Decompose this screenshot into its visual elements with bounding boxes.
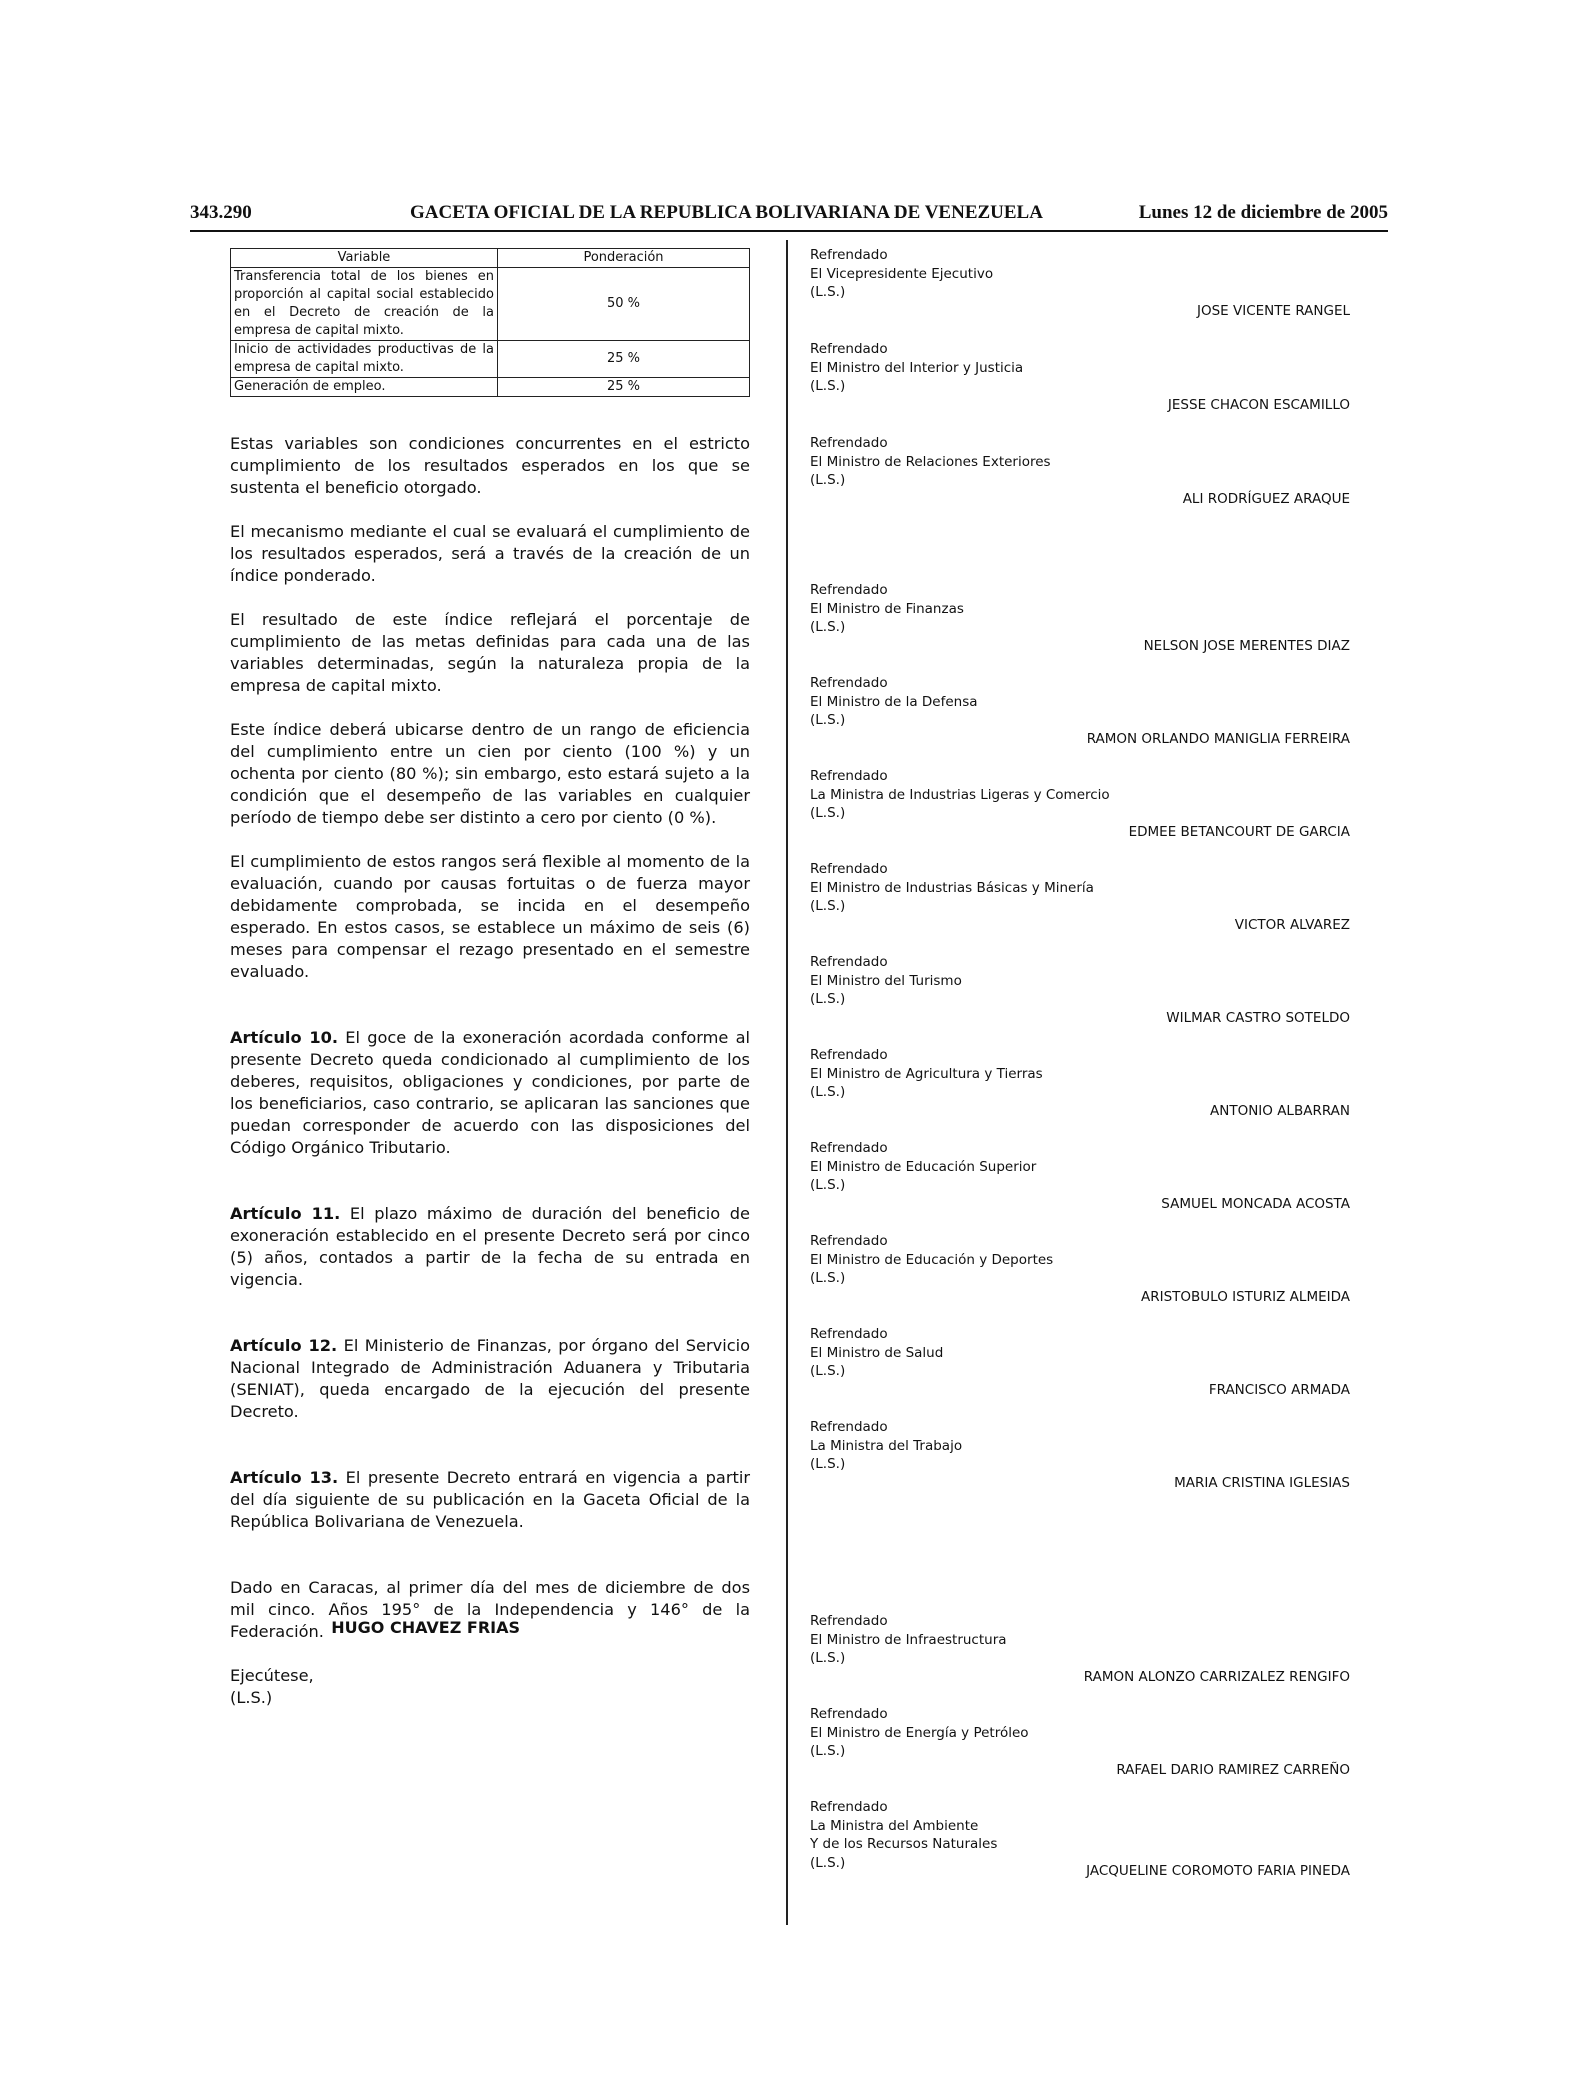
variable-cell: Transferencia total de los bienes en proporción al capital social establecido en el Decreto de creación de la empresa de capital mixto. [231, 268, 498, 341]
refrendo-block [810, 340, 1350, 414]
minister-name: JESSE CHACON ESCAMILLO [1167, 396, 1350, 413]
refrendo-seal: (L.S.) [810, 805, 846, 821]
refrendo-label: Refrendado [810, 1047, 888, 1063]
minister-name: RAFAEL DARIO RAMIREZ CARREÑO [1116, 1761, 1350, 1778]
refrendo-seal: (L.S.) [810, 284, 846, 300]
minister-name: FRANCISCO ARMADA [1208, 1381, 1350, 1398]
refrendo-office: La Ministra del Ambiente [810, 1817, 979, 1834]
refrendo-office: La Ministra del Trabajo [810, 1437, 963, 1454]
refrendo-block [810, 674, 1350, 748]
refrendo-seal: (L.S.) [810, 1084, 846, 1100]
minister-name: JACQUELINE COROMOTO FARIA PINEDA [1086, 1863, 1350, 1879]
publication-date: Lunes 12 de diciembre de 2005 [1138, 202, 1388, 223]
refrendo-label: Refrendado [810, 768, 888, 784]
weighting-table [230, 248, 750, 397]
refrendo-seal: (L.S.) [810, 472, 846, 488]
table-row [231, 341, 750, 378]
refrendo-seal: (L.S.) [810, 712, 846, 728]
refrendo-label: Refrendado [810, 1613, 888, 1629]
article-text: El goce de la exoneración acordada conforme al presente Decreto queda condicionado al cumplimiento de los deberes, requisitos, obligaciones y condiciones, por parte de los beneficiarios, caso contrario, se aplicaran las sanciones que puedan corresponder de acuerdo con las disposiciones del Código Orgánico Tributario. [230, 1028, 750, 1157]
refrendo-office-line2: Y de los Recursos Naturales [810, 1836, 998, 1852]
minister-name: ANTONIO ALBARRAN [1209, 1102, 1350, 1119]
refrendo-seal: (L.S.) [810, 991, 846, 1007]
refrendo-seal: (L.S.) [810, 378, 846, 394]
refrendo-block [810, 1232, 1350, 1306]
refrendo-block [810, 953, 1350, 1027]
refrendo-seal: (L.S.) [810, 1650, 846, 1666]
refrendo-office: El Ministro del Interior y Justicia [810, 359, 1024, 376]
seal-label: (L.S.) [230, 1688, 273, 1707]
refrendo-office: El Ministro de Relaciones Exteriores [810, 453, 1051, 470]
refrendo-office: La Ministra de Industrias Ligeras y Comercio [810, 786, 1110, 803]
page-number: 343.290 [190, 202, 252, 223]
article-11 [230, 1203, 750, 1291]
refrendo-label: Refrendado [810, 1233, 888, 1249]
article-12 [230, 1335, 750, 1423]
refrendo-block [810, 1139, 1350, 1213]
table-header-row [231, 249, 750, 268]
article-text: El presente Decreto entrará en vigencia a partir del día siguiente de su publicación en la Gaceta Oficial de la República Bolivariana de Venezuela. [230, 1468, 750, 1531]
page-header [190, 200, 1388, 232]
refrendo-office: El Ministro de Educación Superior [810, 1158, 1037, 1175]
table-row [231, 378, 750, 397]
paragraph: El cumplimiento de estos rangos será flexible al momento de la evaluación, cuando por causas fortuitas o de fuerza mayor debidamente comprobada, se incida en el desempeño esperado. En estos casos, se establece un máximo de seis (6) meses para compensar el rezago presentado en el semestre evaluado. [230, 852, 750, 981]
article-title: Artículo 13. [230, 1468, 339, 1487]
minister-name: SAMUEL MONCADA ACOSTA [1161, 1195, 1350, 1212]
refrendo-label: Refrendado [810, 1140, 888, 1156]
minister-name: VICTOR ALVAREZ [1234, 916, 1350, 933]
refrendo-office: El Ministro de Industrias Básicas y Minería [810, 879, 1094, 896]
ejecutese-label: Ejecútese, [230, 1666, 314, 1685]
refrendo-block [810, 1418, 1350, 1492]
president-signature-name: HUGO CHAVEZ FRIAS [331, 1618, 520, 1637]
refrendo-seal: (L.S.) [810, 1854, 846, 1871]
refrendo-block [810, 1325, 1350, 1399]
left-column [230, 248, 750, 1709]
minister-name: MARIA CRISTINA IGLESIAS [1174, 1474, 1350, 1491]
refrendo-office: El Ministro de Finanzas [810, 600, 964, 617]
column-header-weight: Ponderación [498, 249, 750, 268]
refrendo-seal: (L.S.) [810, 898, 846, 914]
refrendo-label: Refrendado [810, 954, 888, 970]
refrendo-office: El Vicepresidente Ejecutivo [810, 265, 994, 282]
article-title: Artículo 10. [230, 1028, 338, 1047]
refrendo-block [810, 1046, 1350, 1120]
minister-name: WILMAR CASTRO SOTELDO [1166, 1009, 1350, 1026]
column-divider [786, 240, 788, 1925]
minister-name: JOSE VICENTE RANGEL [1196, 302, 1350, 319]
refrendo-block [810, 246, 1350, 320]
paragraph: El resultado de este índice reflejará el porcentaje de cumplimiento de las metas definidas para cada una de las variables determinadas, según la naturaleza propia de la empresa de capital mixto. [230, 610, 750, 695]
refrendo-office: El Ministro de Energía y Petróleo [810, 1724, 1029, 1741]
refrendo-label: Refrendado [810, 341, 888, 357]
refrendo-label: Refrendado [810, 1706, 888, 1722]
paragraph: El mecanismo mediante el cual se evaluará el cumplimiento de los resultados esperados, será a través de la creación de un índice ponderado. [230, 522, 750, 585]
refrendo-office: El Ministro del Turismo [810, 972, 962, 989]
paragraph: Estas variables son condiciones concurrentes en el estricto cumplimiento de los resultados esperados en los que se sustenta el beneficio otorgado. [230, 434, 750, 497]
refrendo-block [810, 860, 1350, 934]
article-text: El plazo máximo de duración del beneficio de exoneración establecido en el presente Decreto será por cinco (5) años, contados a partir de la fecha de su entrada en vigencia. [230, 1204, 750, 1289]
refrendo-block [810, 434, 1350, 508]
refrendo-seal: (L.S.) [810, 1177, 846, 1193]
minister-name: ALI RODRÍGUEZ ARAQUE [1182, 490, 1350, 507]
article-title: Artículo 12. [230, 1336, 338, 1355]
refrendo-block [810, 1705, 1350, 1779]
refrendo-label: Refrendado [810, 247, 888, 263]
refrendo-label: Refrendado [810, 1419, 888, 1435]
minister-name: NELSON JOSE MERENTES DIAZ [1143, 637, 1350, 654]
variable-cell: Generación de empleo. [231, 378, 498, 397]
article-title: Artículo 11. [230, 1204, 341, 1223]
minister-name: EDMEE BETANCOURT DE GARCIA [1128, 823, 1350, 840]
paragraph: Este índice deberá ubicarse dentro de un rango de eficiencia del cumplimiento entre un cien por ciento (100 %) y un ochenta por ciento (80 %); sin embargo, esto estará sujeto a la condición que el desempeño de las variables en cualquier período de tiempo debe ser distinto a cero por ciento (0 %). [230, 720, 750, 827]
refrendo-block [810, 1612, 1350, 1686]
article-10 [230, 1027, 750, 1159]
weight-cell: 25 % [498, 341, 750, 378]
minister-name: ARISTOBULO ISTURIZ ALMEIDA [1140, 1288, 1350, 1305]
refrendo-office: El Ministro de Salud [810, 1344, 944, 1361]
refrendo-seal: (L.S.) [810, 1743, 846, 1759]
refrendo-label: Refrendado [810, 1326, 888, 1342]
refrendo-label: Refrendado [810, 675, 888, 691]
minister-name: RAMON ALONZO CARRIZALEZ RENGIFO [1083, 1668, 1350, 1685]
table-row [231, 268, 750, 341]
column-header-variable: Variable [231, 249, 498, 268]
refrendo-office: El Ministro de Educación y Deportes [810, 1251, 1054, 1268]
refrendo-seal: (L.S.) [810, 1456, 846, 1472]
closing-paragraph: Dado en Caracas, al primer día del mes de diciembre de dos mil cinco. Años 195° de la Independencia y 146° de la Federación. [230, 1578, 750, 1641]
refrendo-label: Refrendado [810, 582, 888, 598]
refrendo-seal: (L.S.) [810, 619, 846, 635]
refrendo-block [810, 1798, 1350, 1881]
gazette-title: GACETA OFICIAL DE LA REPUBLICA BOLIVARIANA DE VENEZUELA [410, 202, 1043, 223]
refrendo-label: Refrendado [810, 1799, 888, 1815]
minister-name: RAMON ORLANDO MANIGLIA FERREIRA [1086, 730, 1350, 747]
refrendo-label: Refrendado [810, 435, 888, 451]
refrendo-block [810, 767, 1350, 841]
refrendo-block [810, 581, 1350, 655]
article-13 [230, 1467, 750, 1533]
refrendo-seal: (L.S.) [810, 1270, 846, 1286]
refrendo-office: El Ministro de Infraestructura [810, 1631, 1007, 1648]
variable-cell: Inicio de actividades productivas de la empresa de capital mixto. [231, 341, 498, 378]
refrendo-office: El Ministro de la Defensa [810, 693, 978, 710]
weight-cell: 50 % [498, 268, 750, 341]
weight-cell: 25 % [498, 378, 750, 397]
refrendo-label: Refrendado [810, 861, 888, 877]
refrendo-office: El Ministro de Agricultura y Tierras [810, 1065, 1043, 1082]
article-text: El Ministerio de Finanzas, por órgano del Servicio Nacional Integrado de Administración Aduanera y Tributaria (SENIAT), queda encargado de la ejecución del presente Decreto. [230, 1336, 750, 1421]
refrendo-seal: (L.S.) [810, 1363, 846, 1379]
